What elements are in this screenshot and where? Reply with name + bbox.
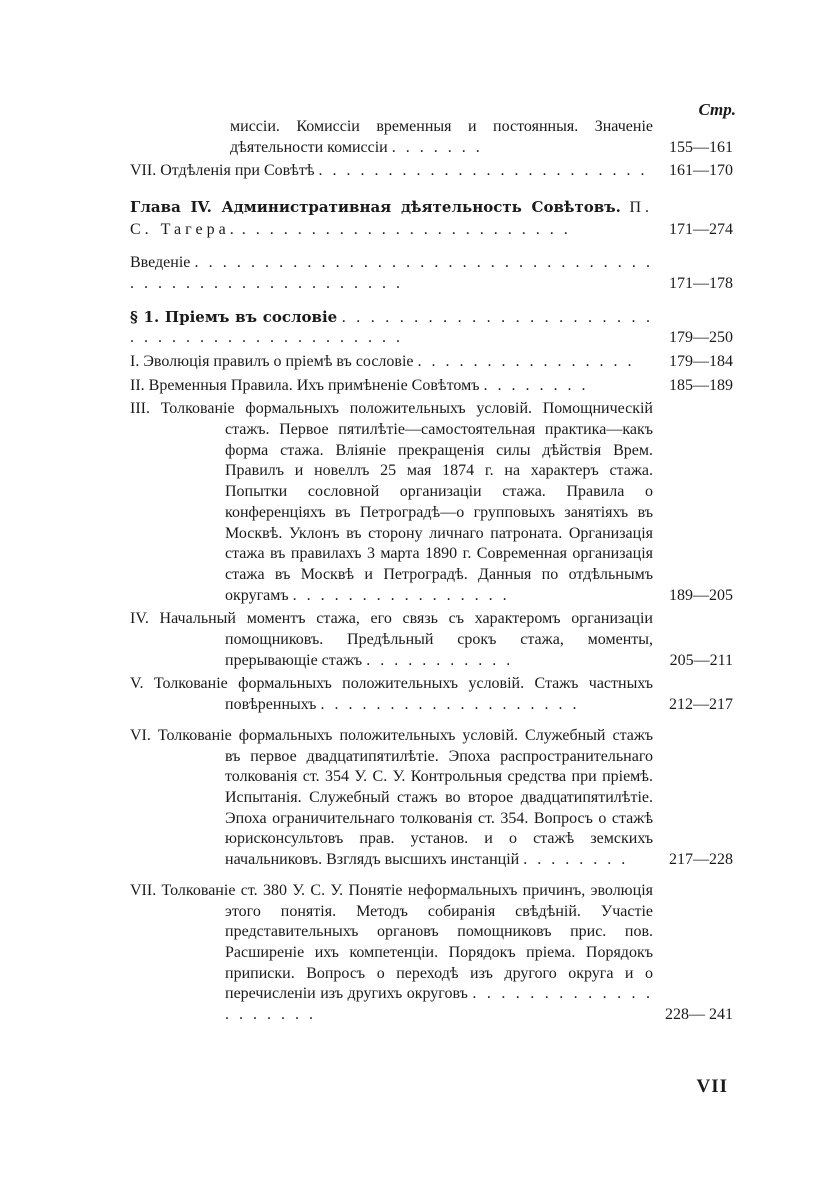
toc-entry-text: VII. Толкованіе ст. 380 У. С. У. Понятіе неформальныхъ причинъ, эволюція этого понятія. Методъ собиранія свѣдѣній. Участіе представительныхъ органовъ помощниковъ прис. пов. Расширеніе ихъ компетенціи. Порядокъ пріема. Порядокъ приписки. Вопросъ о переходѣ изъ другого округа и о перечисленіи изъ другихъ округовъ (130, 881, 653, 1003)
page-column-label: Стр. (698, 100, 736, 119)
toc-entry-text: VII. Отдѣленія при Совѣтѣ (130, 162, 315, 180)
toc-section-1: § 1. Пріемъ въ сословіе . . . . . . . . . . . . . . . . . . . . . . . . . . . . . . . . . . . . . . . . . . 179—250 (130, 307, 733, 349)
section-title: § 1. Пріемъ въ сословіе (130, 307, 338, 326)
toc-chapter-iv: Глава IV. Административная дѣятельность Совѣтовъ. П. С. Тагера. . . . . . . . . . . . . . . . . . . . . . . . . 171—274 (130, 196, 733, 241)
toc-entry-pages: 179—250 (669, 329, 733, 347)
toc-entry-text: IV. Начальный моментъ стажа, его связь съ характеромъ организаціи помощниковъ. Предѣльный срокъ стажа, моменты, прерывающіе стажъ (130, 610, 653, 669)
toc-entry-vii-interpretation: VII. Толкованіе ст. 380 У. С. У. Понятіе неформальныхъ причинъ, эволюція этого понятія. Методъ собиранія свѣдѣній. Участіе представительныхъ органовъ помощниковъ прис. пов. Расширеніе ихъ компетенціи. Порядокъ пріема. Порядокъ приписки. Вопросъ о переходѣ изъ другого округа и о перечисленіи изъ другихъ округовъ . . . . . . . . . . . . . . . . . . . . 228— 241 (130, 881, 733, 1026)
toc-entry-continued: миссіи. Комиссіи временныя и постоянныя. Значеніе дѣятельности комиссіи . . . . . . . 155—161 (130, 117, 733, 158)
toc-entry-text: II. Временныя Правила. Ихъ примѣненіе Совѣтомъ (130, 376, 480, 394)
toc-entry-text: V. Толкованіе формальныхъ положительныхъ условій. Стажъ частныхъ повѣренныхъ (130, 675, 653, 714)
toc-entry-v: V. Толкованіе формальныхъ положительныхъ условій. Стажъ частныхъ повѣренныхъ . . . . . . . . . . . . . . . . . . . 212—217 (130, 674, 733, 715)
table-of-contents (130, 117, 733, 1026)
toc-entry-ii: II. Временныя Правила. Ихъ примѣненіе Совѣтомъ . . . . . . . . 185—189 (130, 376, 733, 397)
toc-entry-text: Введеніе (130, 254, 191, 272)
chapter-title: Глава IV. Административная дѣятельность Совѣтовъ. (130, 198, 621, 217)
chapter-author: П. С. Тагера. (130, 199, 653, 239)
toc-entry-text: I. Эволюція правилъ о пріемѣ въ сословіе (130, 352, 414, 370)
toc-entry-iv: IV. Начальный моментъ стажа, его связь съ характеромъ организаціи помощниковъ. Предѣльный срокъ стажа, моменты, прерывающіе стажъ . . . . . . . . . . . 205—211 (130, 609, 733, 671)
toc-entry-text: миссіи. Комиссіи временныя и постоянныя. Значеніе дѣятельности комиссіи (230, 118, 653, 156)
toc-entry-text: III. Толкованіе формальныхъ положительныхъ условій. Помощническій стажъ. Первое пятилѣтіе—самостоятельная практика—какъ форма стажа. Вліяніе прекращенія силы дѣйствія Врем. Правилъ и новеллъ 25 мая 1874 г. на характеръ стажа. Попытки сословной организаціи стажа. Правила о конференціяхъ въ Петроградѣ—о групповыхъ занятіяхъ въ Москвѣ. Уклонъ въ сторону личнаго патроната. Организація стажа въ правилахъ 3 марта 1890 г. Современная организація стажа въ Москвѣ и Петроградѣ. Данныя по отдѣльнымъ округамъ (130, 400, 653, 604)
toc-entry-vii-departments: VII. Отдѣленія при Совѣтѣ . . . . . . . . . . . . . . . . . . . . . . . . 161—170 (130, 161, 733, 182)
toc-entry-pages: 155—161 (669, 138, 733, 156)
toc-entry-pages: 171—178 (669, 274, 733, 292)
toc-entry-text: VI. Толкованіе формальныхъ положительныхъ условій. Служебный стажъ въ первое двадцатипятилѣтіе. Эпоха распространительнаго толкованія ст. 354 У. С. У. Контрольныя средства при пріемѣ. Испытанія. Служебный стажъ во второе двадцатипятилѣтіе. Эпоха ограничительнаго толкованія ст. 354. Вопросъ о стажѣ юрисконсультовъ прав. установ. и о стажѣ земскихъ начальниковъ. Взглядъ высшихъ инстанцій (130, 726, 653, 869)
toc-entry-pages: 185—189 (669, 376, 733, 394)
toc-entry-pages: 179—184 (669, 352, 733, 370)
toc-entry-pages: 205—211 (669, 651, 733, 669)
toc-entry-pages: 171—274 (669, 221, 733, 239)
toc-entry-pages: 161—170 (669, 162, 733, 180)
toc-entry-pages: 212—217 (669, 696, 733, 714)
toc-entry-introduction: Введеніе . . . . . . . . . . . . . . . . . . . . . . . . . . . . . . . . . . . . . . . . . . . . . . . . . . . . . 171—178 (130, 253, 733, 294)
toc-entry-pages: 217—228 (669, 851, 733, 869)
toc-entry-i: I. Эволюція правилъ о пріемѣ въ сословіе . . . . . . . . . . . . . . . . 179—184 (130, 352, 733, 373)
toc-entry-iii: III. Толкованіе формальныхъ положительныхъ условій. Помощническій стажъ. Первое пятилѣтіе—самостоятельная практика—какъ форма стажа. Вліяніе прекращенія силы дѣйствія Врем. Правилъ и новеллъ 25 мая 1874 г. на характеръ стажа. Попытки сословной организаціи стажа. Правила о конференціяхъ въ Петроградѣ—о групповыхъ занятіяхъ въ Москвѣ. Уклонъ въ сторону личнаго патроната. Организація стажа въ правилахъ 3 марта 1890 г. Современная организація стажа въ Москвѣ и Петроградѣ. Данныя по отдѣльнымъ округамъ . . . . . . . . . . . . . . . . 189—205 (130, 399, 733, 606)
page-number: VII (696, 1076, 728, 1097)
toc-entry-pages: 228— 241 (665, 1006, 733, 1024)
toc-entry-vi: VI. Толкованіе формальныхъ положительныхъ условій. Служебный стажъ въ первое двадцатипятилѣтіе. Эпоха распространительнаго толкованія ст. 354 У. С. У. Контрольныя средства при пріемѣ. Испытанія. Служебный стажъ во второе двадцатипятилѣтіе. Эпоха ограничительнаго толкованія ст. 354. Вопросъ о стажѣ юрисконсультовъ прав. установ. и о стажѣ земскихъ начальниковъ. Взглядъ высшихъ инстанцій . . . . . . . . 217—228 (130, 726, 733, 871)
toc-entry-pages: 189—205 (669, 586, 733, 604)
